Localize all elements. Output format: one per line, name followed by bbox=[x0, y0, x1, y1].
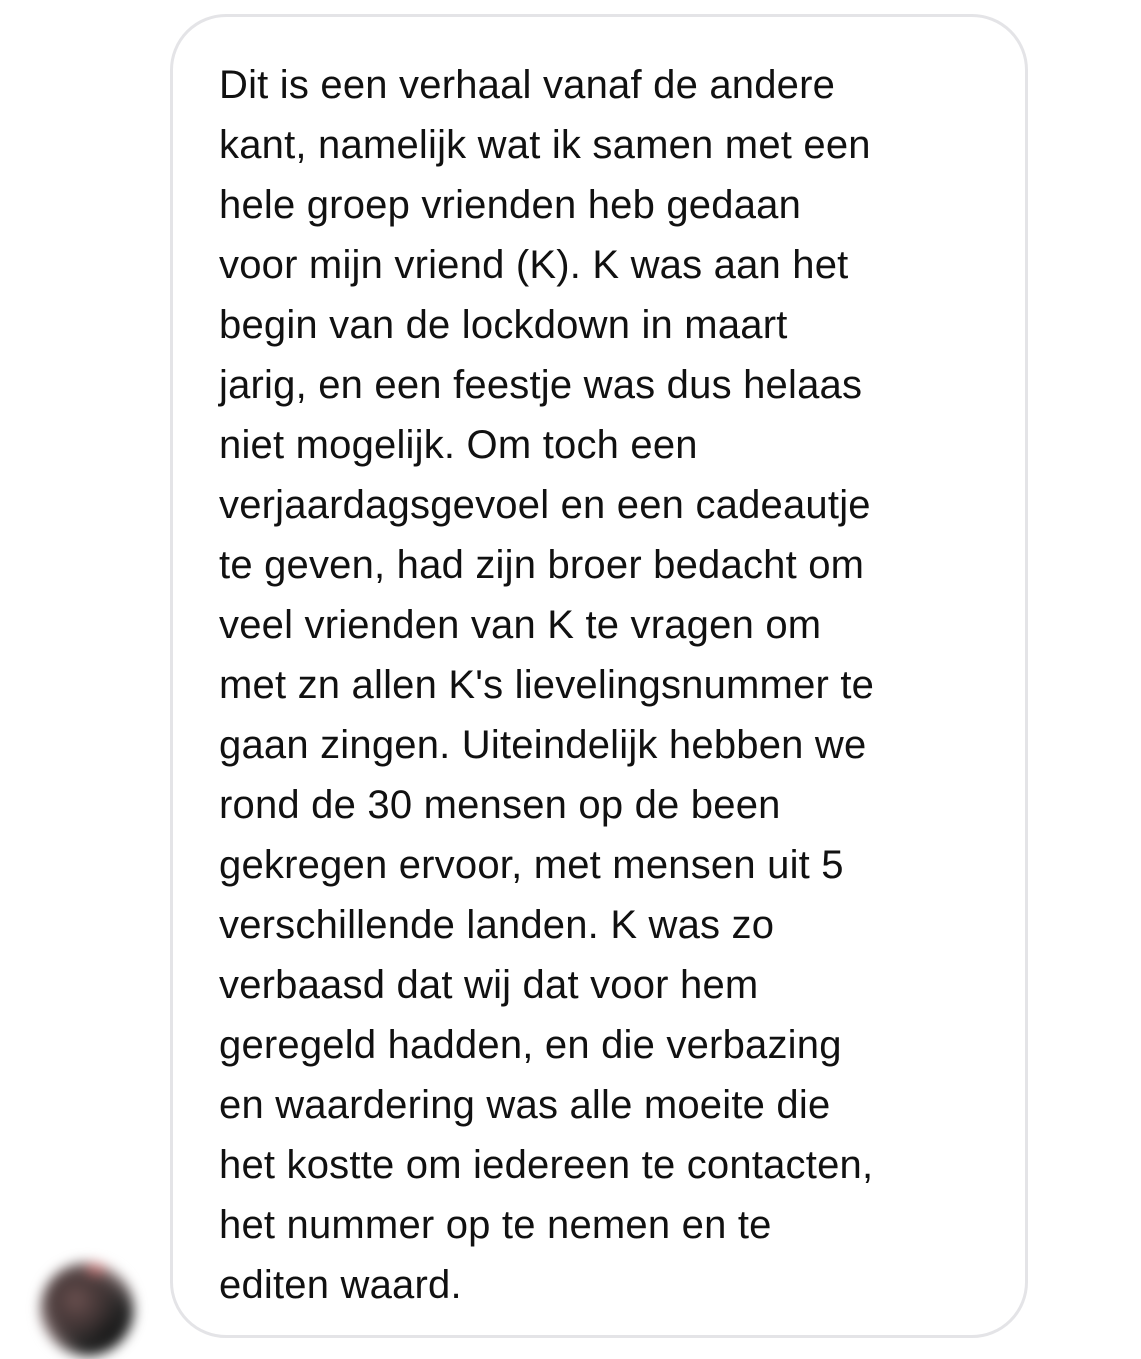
message-line: met zn allen K's lievelingsnummer te bbox=[219, 663, 875, 707]
message-line: verjaardagsgevoel en een cadeautje bbox=[219, 483, 871, 527]
message-line: te geven, had zijn broer bedacht om bbox=[219, 543, 865, 587]
message-line: rond de 30 mensen op de been bbox=[219, 783, 781, 827]
message-line: en waardering was alle moeite die bbox=[219, 1083, 831, 1127]
message-line: veel vrienden van K te vragen om bbox=[219, 603, 822, 647]
message-line: begin van de lockdown in maart bbox=[219, 303, 788, 347]
message-line: kant, namelijk wat ik samen met een bbox=[219, 123, 871, 167]
message-line: voor mijn vriend (K). K was aan het bbox=[219, 243, 849, 287]
avatar-highlight bbox=[86, 1262, 106, 1276]
message-line: het kostte om iedereen te contacten, bbox=[219, 1143, 874, 1187]
message-line: geregeld hadden, en die verbazing bbox=[219, 1023, 842, 1067]
sender-avatar[interactable] bbox=[40, 1262, 134, 1356]
message-line: gekregen ervoor, met mensen uit 5 bbox=[219, 843, 844, 887]
message-line: Dit is een verhaal vanaf de andere bbox=[219, 63, 836, 107]
message-line: verschillende landen. K was zo bbox=[219, 903, 775, 947]
message-line: niet mogelijk. Om toch een bbox=[219, 423, 698, 467]
message-bubble[interactable] bbox=[170, 14, 1028, 1338]
message-line: editen waard. bbox=[219, 1263, 462, 1307]
message-line: jarig, en een feestje was dus helaas bbox=[219, 363, 863, 407]
message-text bbox=[219, 55, 874, 1315]
message-line: verbaasd dat wij dat voor hem bbox=[219, 963, 759, 1007]
message-line: het nummer op te nemen en te bbox=[219, 1203, 772, 1247]
message-line: hele groep vrienden heb gedaan bbox=[219, 183, 802, 227]
message-line: gaan zingen. Uiteindelijk hebben we bbox=[219, 723, 867, 767]
